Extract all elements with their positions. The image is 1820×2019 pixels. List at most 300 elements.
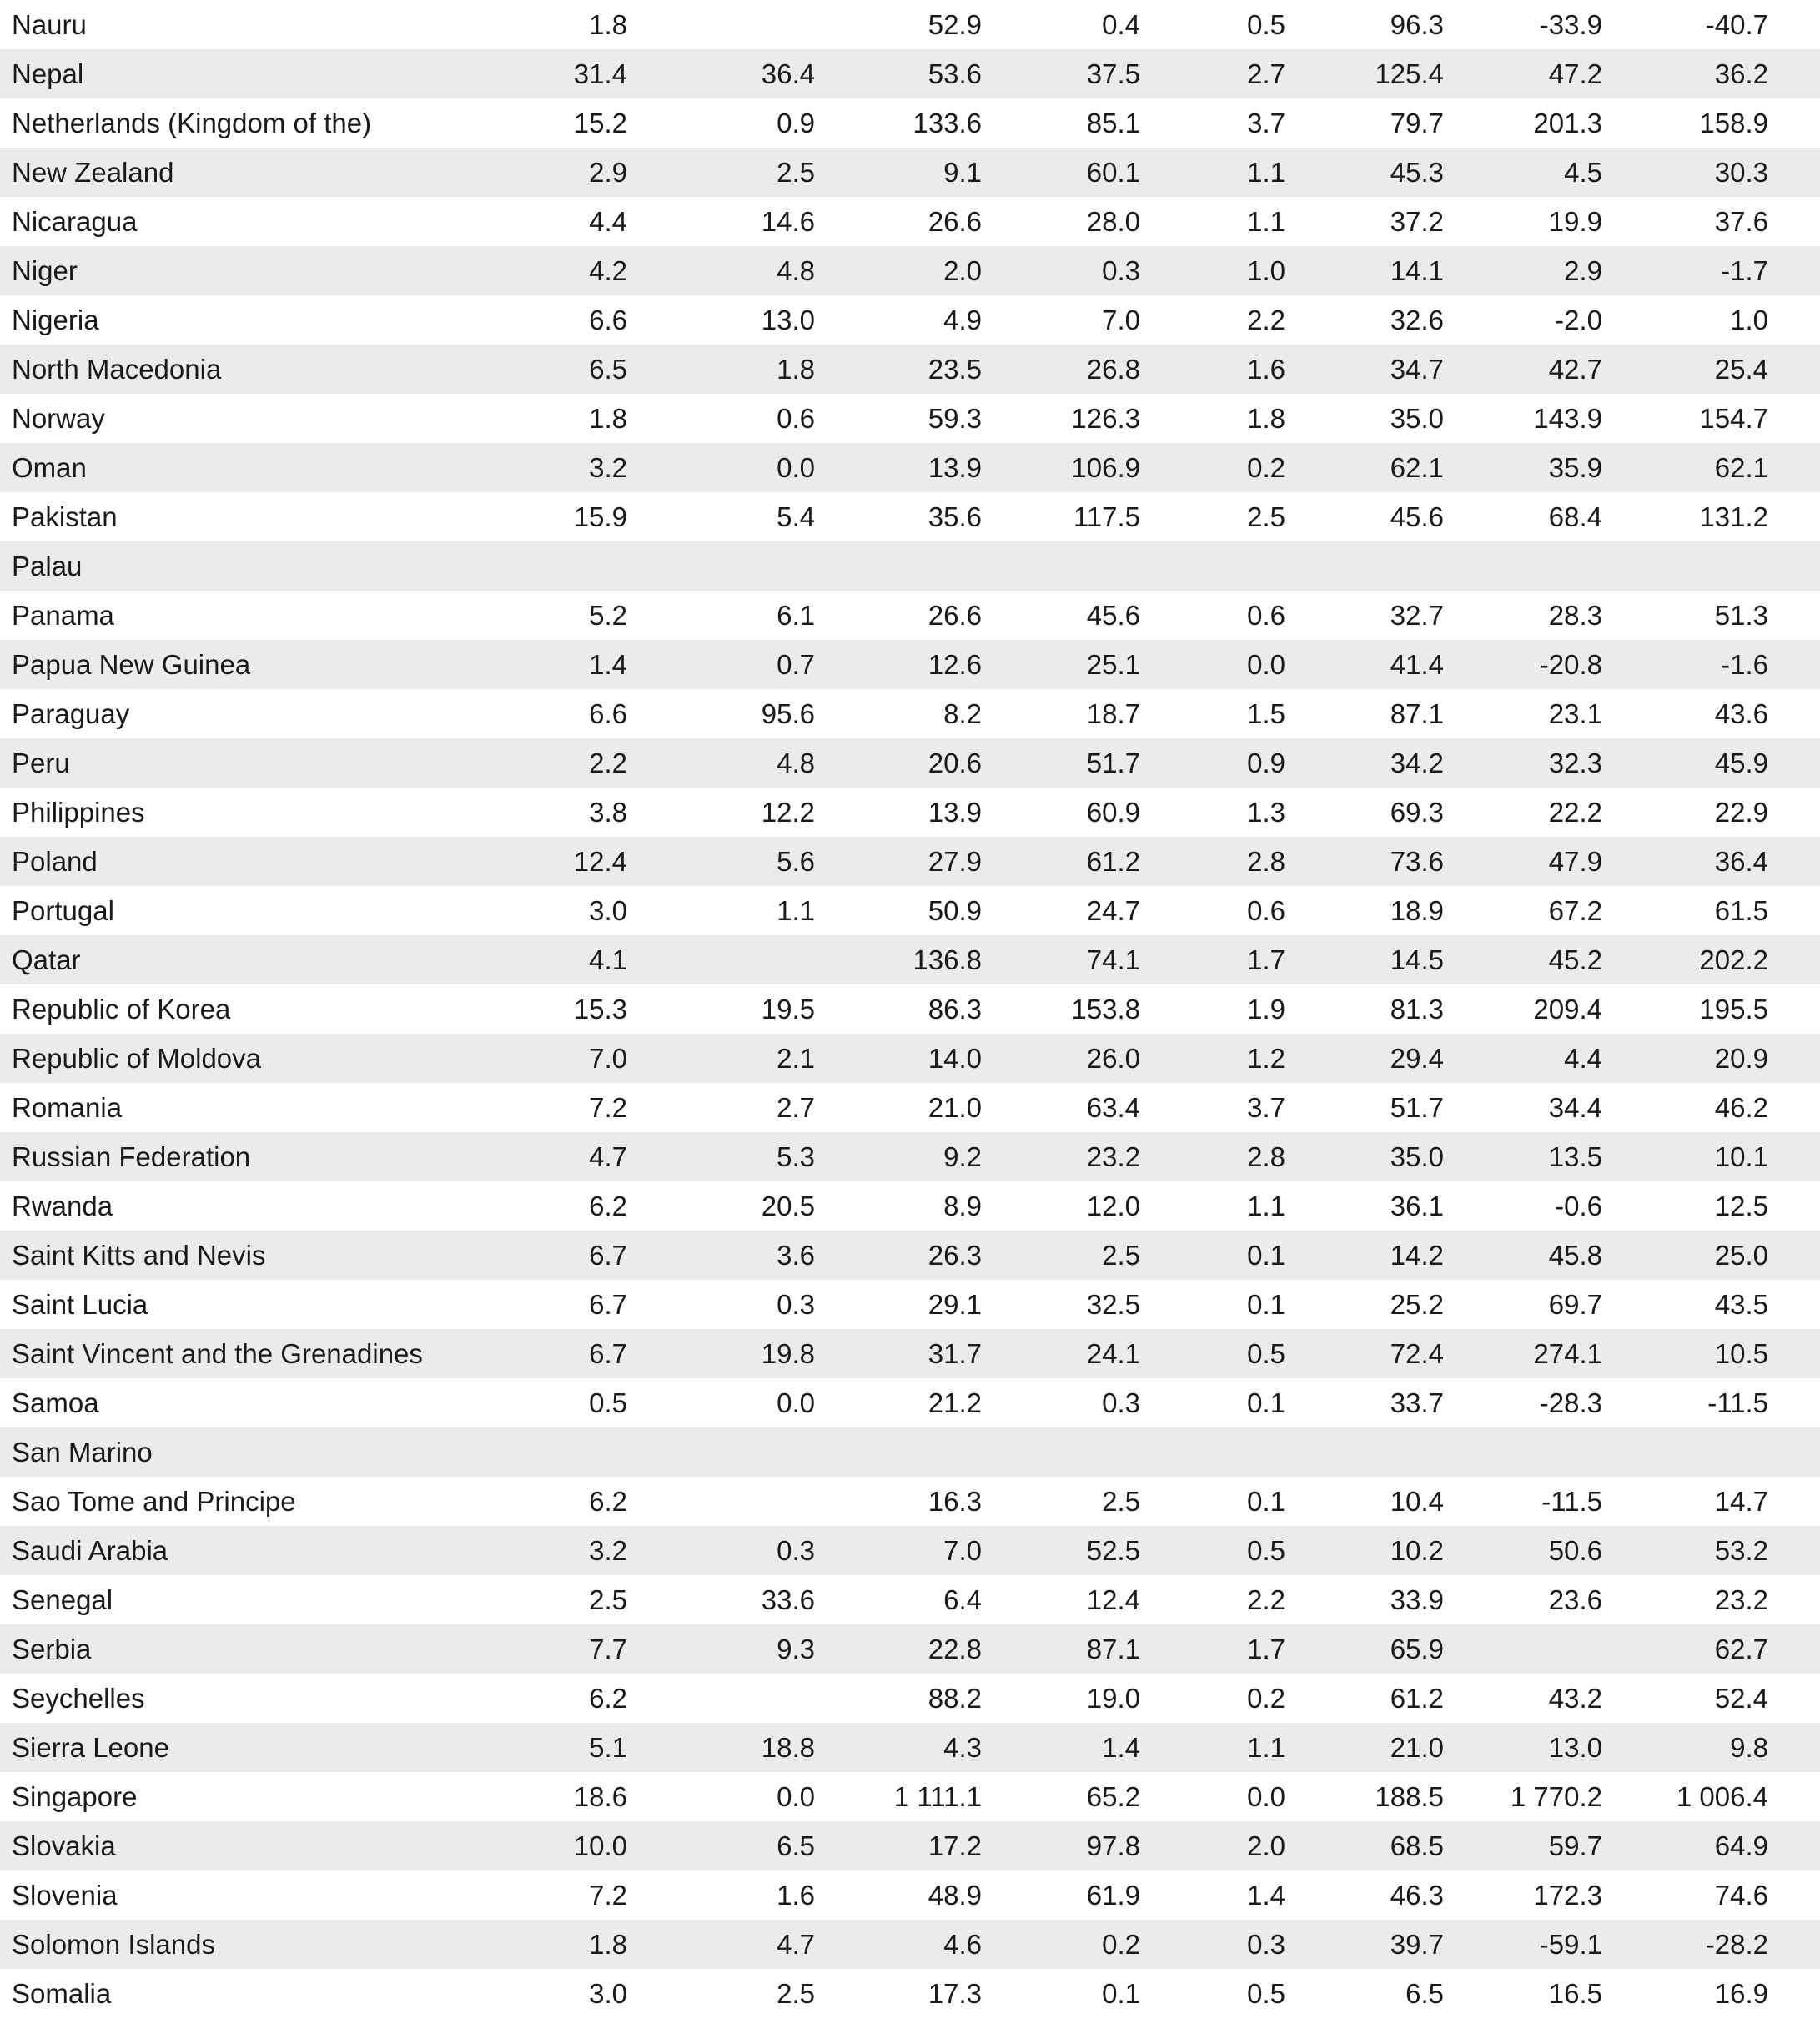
table-row bbox=[0, 886, 1820, 935]
value-cell bbox=[627, 935, 815, 984]
country-name: Niger bbox=[12, 255, 78, 286]
country-name: Papua New Guinea bbox=[12, 649, 251, 680]
value-cell: 0.2 bbox=[1102, 1929, 1140, 1960]
value-cell: 73.6 bbox=[1390, 846, 1444, 877]
value-cell: 4.7 bbox=[589, 1141, 627, 1172]
value-cell: 2.5 bbox=[777, 157, 815, 188]
value-cell: 10.2 bbox=[1390, 1535, 1444, 1566]
value-cell: 33.7 bbox=[1390, 1387, 1444, 1418]
value-cell: 62.1 bbox=[1714, 452, 1768, 483]
value-cell: 46.3 bbox=[1390, 1880, 1444, 1911]
value-cell: 202.2 bbox=[1699, 944, 1768, 975]
value-cell: 1.7 bbox=[1247, 944, 1285, 975]
value-cell: 274.1 bbox=[1533, 1338, 1602, 1369]
value-cell: 2.9 bbox=[589, 157, 627, 188]
value-cell: 51.3 bbox=[1714, 600, 1768, 631]
value-cell bbox=[1602, 1427, 1820, 1477]
value-cell: 6.2 bbox=[589, 1191, 627, 1221]
value-cell: 0.2 bbox=[1247, 1683, 1285, 1714]
value-cell: 61.9 bbox=[1086, 1880, 1140, 1911]
value-cell: 106.9 bbox=[1071, 452, 1140, 483]
country-name: Somalia bbox=[12, 1978, 112, 2009]
value-cell: 28.0 bbox=[1086, 206, 1140, 237]
value-cell: 37.5 bbox=[1086, 58, 1140, 89]
table-row bbox=[0, 1920, 1820, 1969]
value-cell: 2.5 bbox=[1247, 501, 1285, 532]
value-cell: 33.6 bbox=[761, 1584, 815, 1615]
value-cell: 14.7 bbox=[1714, 1486, 1768, 1517]
country-name: Paraguay bbox=[12, 698, 130, 729]
value-cell: 0.4 bbox=[1102, 9, 1140, 40]
value-cell bbox=[1444, 1624, 1602, 1674]
value-cell: 2.0 bbox=[1247, 1830, 1285, 1861]
value-cell: -40.7 bbox=[1705, 9, 1768, 40]
value-cell: 158.9 bbox=[1699, 108, 1768, 138]
value-cell: 33.9 bbox=[1390, 1584, 1444, 1615]
table-row bbox=[0, 394, 1820, 443]
country-name: Slovakia bbox=[12, 1830, 116, 1861]
value-cell: 3.7 bbox=[1247, 108, 1285, 138]
value-cell: 15.9 bbox=[573, 501, 627, 532]
value-cell: 65.9 bbox=[1390, 1634, 1444, 1664]
value-cell bbox=[982, 1427, 1140, 1477]
country-name: Rwanda bbox=[12, 1191, 113, 1221]
value-cell: 53.2 bbox=[1714, 1535, 1768, 1566]
value-cell: 62.7 bbox=[1714, 1634, 1768, 1664]
value-cell: 2.2 bbox=[1247, 305, 1285, 335]
value-cell: 47.2 bbox=[1548, 58, 1602, 89]
value-cell: 17.2 bbox=[928, 1830, 982, 1861]
value-cell: 10.5 bbox=[1714, 1338, 1768, 1369]
country-name: Netherlands (Kingdom of the) bbox=[12, 108, 372, 138]
value-cell: 6.1 bbox=[777, 600, 815, 631]
country-name: Saint Kitts and Nevis bbox=[12, 1240, 266, 1271]
value-cell: 21.0 bbox=[928, 1092, 982, 1123]
value-cell: 0.9 bbox=[777, 108, 815, 138]
value-cell: 2.2 bbox=[589, 748, 627, 778]
value-cell: 9.3 bbox=[777, 1634, 815, 1664]
value-cell: 1.1 bbox=[1247, 1732, 1285, 1763]
value-cell: 25.4 bbox=[1714, 354, 1768, 385]
country-name: Nauru bbox=[12, 9, 87, 40]
table-row bbox=[0, 49, 1820, 98]
country-name: Poland bbox=[12, 846, 98, 877]
value-cell: 2.0 bbox=[943, 255, 982, 286]
table-row bbox=[0, 492, 1820, 541]
value-cell: 12.2 bbox=[761, 797, 815, 828]
country-name: Romania bbox=[12, 1092, 123, 1123]
value-cell: 18.8 bbox=[761, 1732, 815, 1763]
value-cell: 1.9 bbox=[1247, 994, 1285, 1025]
value-cell: 39.7 bbox=[1390, 1929, 1444, 1960]
value-cell: 7.0 bbox=[943, 1535, 982, 1566]
value-cell bbox=[1444, 541, 1602, 591]
value-cell: 68.5 bbox=[1390, 1830, 1444, 1861]
country-name: Qatar bbox=[12, 944, 81, 975]
table-row bbox=[0, 1723, 1820, 1772]
value-cell: 22.9 bbox=[1714, 797, 1768, 828]
value-cell: 6.2 bbox=[589, 1486, 627, 1517]
value-cell: 43.6 bbox=[1714, 698, 1768, 729]
table-row bbox=[0, 640, 1820, 689]
value-cell: -2.0 bbox=[1555, 305, 1602, 335]
country-name: Saint Vincent and the Grenadines bbox=[12, 1338, 423, 1369]
value-cell: 2.8 bbox=[1247, 1141, 1285, 1172]
value-cell: -1.7 bbox=[1721, 255, 1768, 286]
country-name: Peru bbox=[12, 748, 70, 778]
value-cell: 15.2 bbox=[573, 108, 627, 138]
value-cell: 3.2 bbox=[589, 1535, 627, 1566]
value-cell: 37.2 bbox=[1390, 206, 1444, 237]
value-cell: 3.0 bbox=[589, 895, 627, 926]
value-cell: 6.7 bbox=[589, 1240, 627, 1271]
value-cell: 32.3 bbox=[1548, 748, 1602, 778]
value-cell: 2.5 bbox=[589, 1584, 627, 1615]
value-cell bbox=[1602, 541, 1820, 591]
value-cell: 59.3 bbox=[928, 403, 982, 434]
value-cell: 6.5 bbox=[777, 1830, 815, 1861]
table-row bbox=[0, 345, 1820, 394]
country-name: Portugal bbox=[12, 895, 114, 926]
value-cell bbox=[815, 541, 982, 591]
value-cell: 133.6 bbox=[913, 108, 982, 138]
value-cell: 7.2 bbox=[589, 1880, 627, 1911]
value-cell: 201.3 bbox=[1533, 108, 1602, 138]
table-row bbox=[0, 738, 1820, 788]
value-cell: 154.7 bbox=[1699, 403, 1768, 434]
value-cell: 7.7 bbox=[589, 1634, 627, 1664]
value-cell: 14.5 bbox=[1390, 944, 1444, 975]
value-cell: 25.0 bbox=[1714, 1240, 1768, 1271]
value-cell: 1.4 bbox=[1102, 1732, 1140, 1763]
value-cell: 35.0 bbox=[1390, 403, 1444, 434]
value-cell: 85.1 bbox=[1086, 108, 1140, 138]
value-cell: 0.5 bbox=[1247, 1978, 1285, 2009]
table-row bbox=[0, 1772, 1820, 1821]
country-name: Sao Tome and Principe bbox=[12, 1486, 296, 1517]
value-cell: 4.8 bbox=[777, 748, 815, 778]
value-cell bbox=[1444, 1427, 1602, 1477]
value-cell: 6.6 bbox=[589, 305, 627, 335]
table-row bbox=[0, 1181, 1820, 1231]
value-cell: 43.2 bbox=[1548, 1683, 1602, 1714]
value-cell: 13.9 bbox=[928, 452, 982, 483]
value-cell: 0.0 bbox=[1247, 649, 1285, 680]
value-cell: 41.4 bbox=[1390, 649, 1444, 680]
value-cell: 1.4 bbox=[1247, 1880, 1285, 1911]
value-cell: 36.4 bbox=[1714, 846, 1768, 877]
value-cell: 1.1 bbox=[1247, 206, 1285, 237]
value-cell: 2.5 bbox=[777, 1978, 815, 2009]
value-cell: 95.6 bbox=[761, 698, 815, 729]
value-cell: 59.7 bbox=[1548, 1830, 1602, 1861]
value-cell: 28.3 bbox=[1548, 600, 1602, 631]
value-cell bbox=[627, 0, 815, 49]
value-cell: 51.7 bbox=[1390, 1092, 1444, 1123]
value-cell: 29.1 bbox=[928, 1289, 982, 1320]
value-cell: 45.3 bbox=[1390, 157, 1444, 188]
value-cell: 1.1 bbox=[1247, 157, 1285, 188]
value-cell: 3.7 bbox=[1247, 1092, 1285, 1123]
country-name: Seychelles bbox=[12, 1683, 145, 1714]
value-cell: 1 111.1 bbox=[893, 1781, 982, 1812]
value-cell bbox=[627, 1674, 815, 1723]
country-name: San Marino bbox=[12, 1437, 153, 1468]
value-cell: 18.6 bbox=[573, 1781, 627, 1812]
value-cell: 61.5 bbox=[1714, 895, 1768, 926]
table-row bbox=[0, 0, 1820, 49]
table-row bbox=[0, 935, 1820, 984]
table-row bbox=[0, 788, 1820, 837]
table-row bbox=[0, 541, 1820, 591]
table-row bbox=[0, 1674, 1820, 1723]
value-cell: 6.7 bbox=[589, 1289, 627, 1320]
value-cell: 9.2 bbox=[943, 1141, 982, 1172]
value-cell: 35.9 bbox=[1548, 452, 1602, 483]
value-cell: -28.3 bbox=[1539, 1387, 1602, 1418]
value-cell: 15.3 bbox=[573, 994, 627, 1025]
value-cell: 72.4 bbox=[1390, 1338, 1444, 1369]
value-cell: 12.5 bbox=[1714, 1191, 1768, 1221]
value-cell: 26.8 bbox=[1086, 354, 1140, 385]
value-cell: 1.5 bbox=[1247, 698, 1285, 729]
value-cell: 35.0 bbox=[1390, 1141, 1444, 1172]
value-cell bbox=[500, 541, 627, 591]
table-row bbox=[0, 1427, 1820, 1477]
value-cell: 30.3 bbox=[1714, 157, 1768, 188]
value-cell: 23.1 bbox=[1548, 698, 1602, 729]
value-cell: 52.4 bbox=[1714, 1683, 1768, 1714]
value-cell: 37.6 bbox=[1714, 206, 1768, 237]
country-name: Palau bbox=[12, 551, 83, 582]
value-cell: 45.6 bbox=[1390, 501, 1444, 532]
value-cell: 12.0 bbox=[1086, 1191, 1140, 1221]
value-cell: 2.2 bbox=[1247, 1584, 1285, 1615]
value-cell: 24.1 bbox=[1086, 1338, 1140, 1369]
country-name: Sierra Leone bbox=[12, 1732, 169, 1763]
value-cell: 42.7 bbox=[1548, 354, 1602, 385]
value-cell: 1.7 bbox=[1247, 1634, 1285, 1664]
value-cell: 32.6 bbox=[1390, 305, 1444, 335]
value-cell: 74.6 bbox=[1714, 1880, 1768, 1911]
value-cell: 68.4 bbox=[1548, 501, 1602, 532]
value-cell: 43.5 bbox=[1714, 1289, 1768, 1320]
value-cell: 9.1 bbox=[943, 157, 982, 188]
value-cell: 1.1 bbox=[1247, 1191, 1285, 1221]
value-cell: 4.6 bbox=[943, 1929, 982, 1960]
table-row bbox=[0, 1329, 1820, 1378]
value-cell bbox=[1285, 541, 1444, 591]
country-name: Senegal bbox=[12, 1584, 113, 1615]
value-cell: 6.2 bbox=[589, 1683, 627, 1714]
value-cell: 19.8 bbox=[761, 1338, 815, 1369]
value-cell: 3.8 bbox=[589, 797, 627, 828]
value-cell: 0.1 bbox=[1102, 1978, 1140, 2009]
table-row bbox=[0, 984, 1820, 1034]
value-cell: -28.2 bbox=[1705, 1929, 1768, 1960]
value-cell: 188.5 bbox=[1375, 1781, 1444, 1812]
value-cell: 4.4 bbox=[589, 206, 627, 237]
value-cell: 4.4 bbox=[1564, 1043, 1602, 1074]
value-cell: -59.1 bbox=[1539, 1929, 1602, 1960]
value-cell: 6.6 bbox=[589, 698, 627, 729]
value-cell bbox=[627, 541, 815, 591]
value-cell: 26.0 bbox=[1086, 1043, 1140, 1074]
value-cell: 14.1 bbox=[1390, 255, 1444, 286]
value-cell: 136.8 bbox=[913, 944, 982, 975]
table-row bbox=[0, 689, 1820, 738]
value-cell bbox=[500, 1427, 627, 1477]
country-name: Russian Federation bbox=[12, 1141, 251, 1172]
value-cell: 0.2 bbox=[1247, 452, 1285, 483]
value-cell: 36.1 bbox=[1390, 1191, 1444, 1221]
value-cell: 6.7 bbox=[589, 1338, 627, 1369]
country-name: Singapore bbox=[12, 1781, 138, 1812]
value-cell: 3.6 bbox=[777, 1240, 815, 1271]
value-cell: 4.3 bbox=[943, 1732, 982, 1763]
value-cell: 14.6 bbox=[761, 206, 815, 237]
value-cell: 1.8 bbox=[589, 9, 627, 40]
value-cell: 16.9 bbox=[1714, 1978, 1768, 2009]
value-cell: 1.6 bbox=[777, 1880, 815, 1911]
country-name: Saudi Arabia bbox=[12, 1535, 168, 1566]
value-cell: 2.8 bbox=[1247, 846, 1285, 877]
value-cell: 45.2 bbox=[1548, 944, 1602, 975]
value-cell: 1.6 bbox=[1247, 354, 1285, 385]
value-cell: 2.9 bbox=[1564, 255, 1602, 286]
table-row bbox=[0, 295, 1820, 345]
value-cell: 4.9 bbox=[943, 305, 982, 335]
table-row bbox=[0, 1870, 1820, 1920]
value-cell: 17.3 bbox=[928, 1978, 982, 2009]
value-cell: 23.6 bbox=[1548, 1584, 1602, 1615]
value-cell: 32.5 bbox=[1086, 1289, 1140, 1320]
value-cell bbox=[982, 541, 1140, 591]
value-cell: 0.3 bbox=[777, 1535, 815, 1566]
table-row bbox=[0, 246, 1820, 295]
value-cell: 4.1 bbox=[589, 944, 627, 975]
value-cell: 16.3 bbox=[928, 1486, 982, 1517]
value-cell: 24.7 bbox=[1086, 895, 1140, 926]
value-cell: 1.1 bbox=[777, 895, 815, 926]
value-cell: 0.1 bbox=[1247, 1486, 1285, 1517]
value-cell: 0.9 bbox=[1247, 748, 1285, 778]
value-cell: 63.4 bbox=[1086, 1092, 1140, 1123]
value-cell: 96.3 bbox=[1390, 9, 1444, 40]
country-name: North Macedonia bbox=[12, 354, 222, 385]
value-cell: 6.4 bbox=[943, 1584, 982, 1615]
value-cell: 0.0 bbox=[1247, 1781, 1285, 1812]
table-row bbox=[0, 1477, 1820, 1526]
value-cell: 5.1 bbox=[589, 1732, 627, 1763]
value-cell: 27.9 bbox=[928, 846, 982, 877]
table-row bbox=[0, 98, 1820, 148]
value-cell: 16.5 bbox=[1548, 1978, 1602, 2009]
value-cell: 13.9 bbox=[928, 797, 982, 828]
value-cell bbox=[1140, 1427, 1285, 1477]
table-row bbox=[0, 443, 1820, 492]
value-cell: 12.6 bbox=[928, 649, 982, 680]
value-cell: 0.6 bbox=[777, 403, 815, 434]
value-cell: 79.7 bbox=[1390, 108, 1444, 138]
value-cell: 1.8 bbox=[589, 403, 627, 434]
value-cell: 0.3 bbox=[1102, 255, 1140, 286]
table-row bbox=[0, 1034, 1820, 1083]
value-cell: 36.2 bbox=[1714, 58, 1768, 89]
value-cell: 50.9 bbox=[928, 895, 982, 926]
country-name: Samoa bbox=[12, 1387, 99, 1418]
value-cell: 10.4 bbox=[1390, 1486, 1444, 1517]
value-cell: 50.6 bbox=[1548, 1535, 1602, 1566]
value-cell: 172.3 bbox=[1533, 1880, 1602, 1911]
value-cell: 45.6 bbox=[1086, 600, 1140, 631]
country-name: Nepal bbox=[12, 58, 84, 89]
value-cell: 13.0 bbox=[1548, 1732, 1602, 1763]
value-cell: 19.5 bbox=[761, 994, 815, 1025]
value-cell: 5.4 bbox=[777, 501, 815, 532]
value-cell: 34.7 bbox=[1390, 354, 1444, 385]
value-cell: 3.0 bbox=[589, 1978, 627, 2009]
value-cell: 2.5 bbox=[1102, 1240, 1140, 1271]
value-cell: 97.8 bbox=[1086, 1830, 1140, 1861]
table-row bbox=[0, 1624, 1820, 1674]
value-cell: 1.3 bbox=[1247, 797, 1285, 828]
value-cell: 74.1 bbox=[1086, 944, 1140, 975]
value-cell bbox=[627, 1477, 815, 1526]
table-row bbox=[0, 1969, 1820, 2018]
value-cell: 20.5 bbox=[761, 1191, 815, 1221]
value-cell: 87.1 bbox=[1086, 1634, 1140, 1664]
value-cell: 14.0 bbox=[928, 1043, 982, 1074]
value-cell: 48.9 bbox=[928, 1880, 982, 1911]
value-cell: 2.1 bbox=[777, 1043, 815, 1074]
value-cell: 36.4 bbox=[761, 58, 815, 89]
value-cell: 117.5 bbox=[1073, 501, 1140, 532]
value-cell: 3.2 bbox=[589, 452, 627, 483]
value-cell: 2.7 bbox=[1247, 58, 1285, 89]
value-cell: 0.0 bbox=[777, 452, 815, 483]
value-cell: 51.7 bbox=[1086, 748, 1140, 778]
value-cell: 53.6 bbox=[928, 58, 982, 89]
value-cell: 0.1 bbox=[1247, 1387, 1285, 1418]
value-cell: 22.8 bbox=[928, 1634, 982, 1664]
value-cell: 61.2 bbox=[1086, 846, 1140, 877]
value-cell: 0.5 bbox=[589, 1387, 627, 1418]
value-cell: 1 006.4 bbox=[1676, 1781, 1768, 1812]
value-cell bbox=[1285, 1427, 1444, 1477]
value-cell: 1.2 bbox=[1247, 1043, 1285, 1074]
value-cell: 153.8 bbox=[1071, 994, 1140, 1025]
value-cell bbox=[627, 1427, 815, 1477]
table-row bbox=[0, 1575, 1820, 1624]
value-cell: 12.4 bbox=[1086, 1584, 1140, 1615]
value-cell bbox=[1140, 541, 1285, 591]
value-cell: 4.5 bbox=[1564, 157, 1602, 188]
value-cell: 0.5 bbox=[1247, 9, 1285, 40]
value-cell: 23.5 bbox=[928, 354, 982, 385]
value-cell: 21.2 bbox=[928, 1387, 982, 1418]
value-cell: 26.3 bbox=[928, 1240, 982, 1271]
value-cell: 12.4 bbox=[573, 846, 627, 877]
value-cell: 69.3 bbox=[1390, 797, 1444, 828]
value-cell: 69.7 bbox=[1548, 1289, 1602, 1320]
country-name: Saint Lucia bbox=[12, 1289, 148, 1320]
value-cell: 13.0 bbox=[761, 305, 815, 335]
value-cell: 126.3 bbox=[1071, 403, 1140, 434]
value-cell: 47.9 bbox=[1548, 846, 1602, 877]
country-name: Philippines bbox=[12, 797, 145, 828]
value-cell: 0.1 bbox=[1247, 1289, 1285, 1320]
